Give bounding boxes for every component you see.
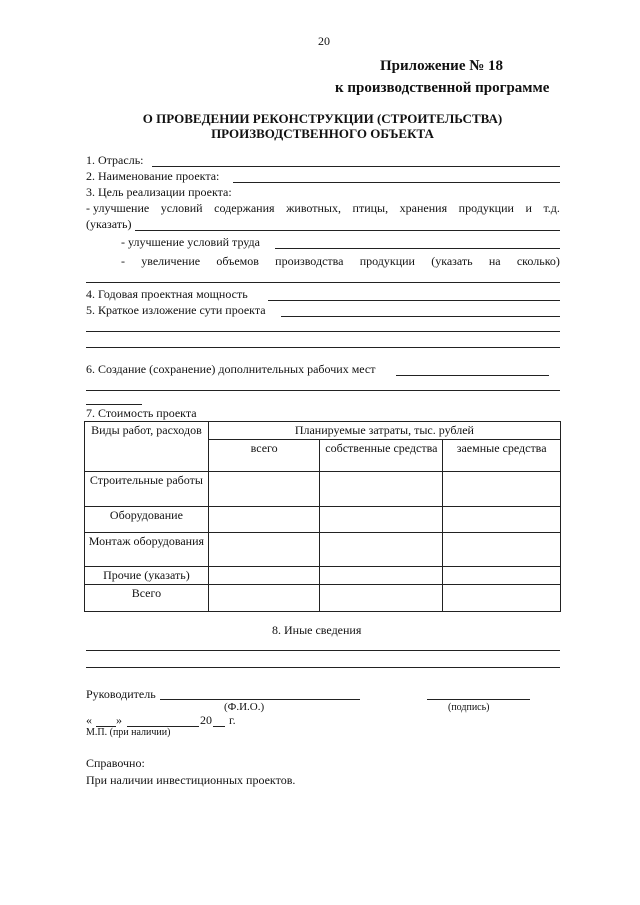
- cell-borrowed[interactable]: [443, 507, 561, 533]
- goal-item-1: [86, 201, 560, 216]
- table-row: [85, 567, 561, 585]
- page-number: 20: [318, 34, 330, 48]
- head-label: Руководитель: [86, 687, 156, 701]
- date-close-quote: »: [116, 713, 122, 727]
- cell-total[interactable]: [208, 533, 320, 567]
- cell-borrowed[interactable]: [443, 533, 561, 567]
- cell-own[interactable]: [320, 533, 443, 567]
- goal-item-3-word: (указать: [431, 254, 473, 268]
- field-other-label: 8. Иные сведения: [272, 623, 362, 637]
- fio-caption: (Ф.И.О.): [224, 701, 265, 713]
- cell-own[interactable]: [320, 472, 443, 507]
- note-text: При наличии инвестиционных проектов.: [86, 773, 296, 787]
- signature-caption: (подпись): [448, 702, 490, 713]
- field-summary-line[interactable]: [86, 347, 560, 348]
- goal-item-1-word: условий: [160, 201, 203, 215]
- head-name-line[interactable]: [160, 699, 360, 700]
- header-own: собственные средства: [320, 440, 443, 472]
- cell-borrowed[interactable]: [443, 567, 561, 585]
- cost-table: [84, 421, 561, 612]
- goal-item-1-word: - улучшение: [86, 201, 150, 215]
- field-capacity-label: 4. Годовая проектная мощность: [86, 287, 248, 301]
- field-other-line[interactable]: [86, 667, 560, 668]
- field-jobs-label: 6. Создание (сохранение) дополнительных рабочих мест: [86, 362, 376, 376]
- goal-item-3-word: производства: [275, 254, 344, 268]
- cell-borrowed[interactable]: [443, 472, 561, 507]
- goal-item-3-word: объемов: [216, 254, 259, 268]
- row-label: Строительные работы: [85, 472, 209, 507]
- goal-item-2: - улучшение условий труда: [121, 235, 260, 249]
- field-summary-line[interactable]: [86, 331, 560, 332]
- appendix-program: к производственной программе: [335, 80, 550, 96]
- field-project-name-label: 2. Наименование проекта:: [86, 169, 220, 183]
- goal-item-1-word: животных,: [286, 201, 341, 215]
- cell-total[interactable]: [208, 507, 320, 533]
- form-title-line1: О ПРОВЕДЕНИИ РЕКОНСТРУКЦИИ (СТРОИТЕЛЬСТВА): [142, 111, 503, 126]
- goal-item-1-word: птицы,: [352, 201, 389, 215]
- field-industry-line[interactable]: [152, 166, 560, 167]
- goal-item-3-word: на: [488, 254, 501, 268]
- goal-item-1-line[interactable]: [135, 230, 560, 231]
- row-label: Монтаж оборудования: [85, 533, 209, 567]
- goal-item-2-line[interactable]: [275, 248, 560, 249]
- field-capacity-line[interactable]: [268, 300, 560, 301]
- table-row: [85, 507, 561, 533]
- field-summary-line[interactable]: [281, 316, 560, 317]
- field-goal-label: 3. Цель реализации проекта:: [86, 185, 232, 199]
- table-row: [85, 472, 561, 507]
- goal-item-1-word: хранения: [399, 201, 448, 215]
- date-year-line[interactable]: [213, 726, 225, 727]
- goal-item-3-word: -: [121, 254, 125, 268]
- cell-borrowed[interactable]: [443, 585, 561, 612]
- field-project-name-line[interactable]: [233, 182, 560, 183]
- appendix-number: Приложение № 18: [380, 58, 504, 74]
- goal-item-1-cont: (указать): [86, 217, 132, 231]
- goal-item-3-line[interactable]: [86, 282, 560, 283]
- header-planned: Планируемые затраты, тыс. рублей: [208, 422, 560, 440]
- cell-own[interactable]: [320, 585, 443, 612]
- note-label: Справочно:: [86, 756, 145, 770]
- form-title-line2: ПРОИЗВОДСТВЕННОГО ОБЪЕКТА: [211, 126, 434, 141]
- cell-own[interactable]: [320, 567, 443, 585]
- goal-item-1-word: и: [525, 201, 532, 215]
- row-label: Всего: [85, 585, 209, 612]
- goal-item-1-word: продукции: [458, 201, 514, 215]
- date-year-prefix: 20: [200, 713, 212, 727]
- goal-item-3-word: увеличение: [141, 254, 201, 268]
- signature-line[interactable]: [427, 699, 530, 700]
- header-total: всего: [208, 440, 320, 472]
- field-other-line[interactable]: [86, 650, 560, 651]
- date-year-suffix: г.: [229, 713, 236, 727]
- date-open-quote: «: [86, 713, 92, 727]
- field-jobs-line[interactable]: [396, 375, 549, 376]
- header-borrowed: заемные средства: [443, 440, 561, 472]
- header-types: Виды работ, расходов: [85, 422, 209, 472]
- cell-total[interactable]: [208, 585, 320, 612]
- stamp-label: М.П. (при наличии): [86, 727, 171, 738]
- field-industry-label: 1. Отрасль:: [86, 153, 144, 167]
- field-jobs-line[interactable]: [86, 404, 142, 405]
- goal-item-3-word: сколько): [516, 254, 560, 268]
- row-label: Прочие (указать): [85, 567, 209, 585]
- field-cost-label: 7. Стоимость проекта: [86, 406, 197, 420]
- field-summary-label: 5. Краткое изложение сути проекта: [86, 303, 266, 317]
- goal-item-1-word: т.д.: [543, 201, 560, 215]
- cell-own[interactable]: [320, 507, 443, 533]
- cell-total[interactable]: [208, 472, 320, 507]
- row-label: Оборудование: [85, 507, 209, 533]
- table-row: [85, 585, 561, 612]
- goal-item-3-word: продукции: [359, 254, 415, 268]
- goal-item-1-word: содержания: [214, 201, 275, 215]
- goal-item-3: [121, 254, 560, 269]
- field-jobs-line[interactable]: [86, 390, 560, 391]
- cell-total[interactable]: [208, 567, 320, 585]
- table-row: [85, 533, 561, 567]
